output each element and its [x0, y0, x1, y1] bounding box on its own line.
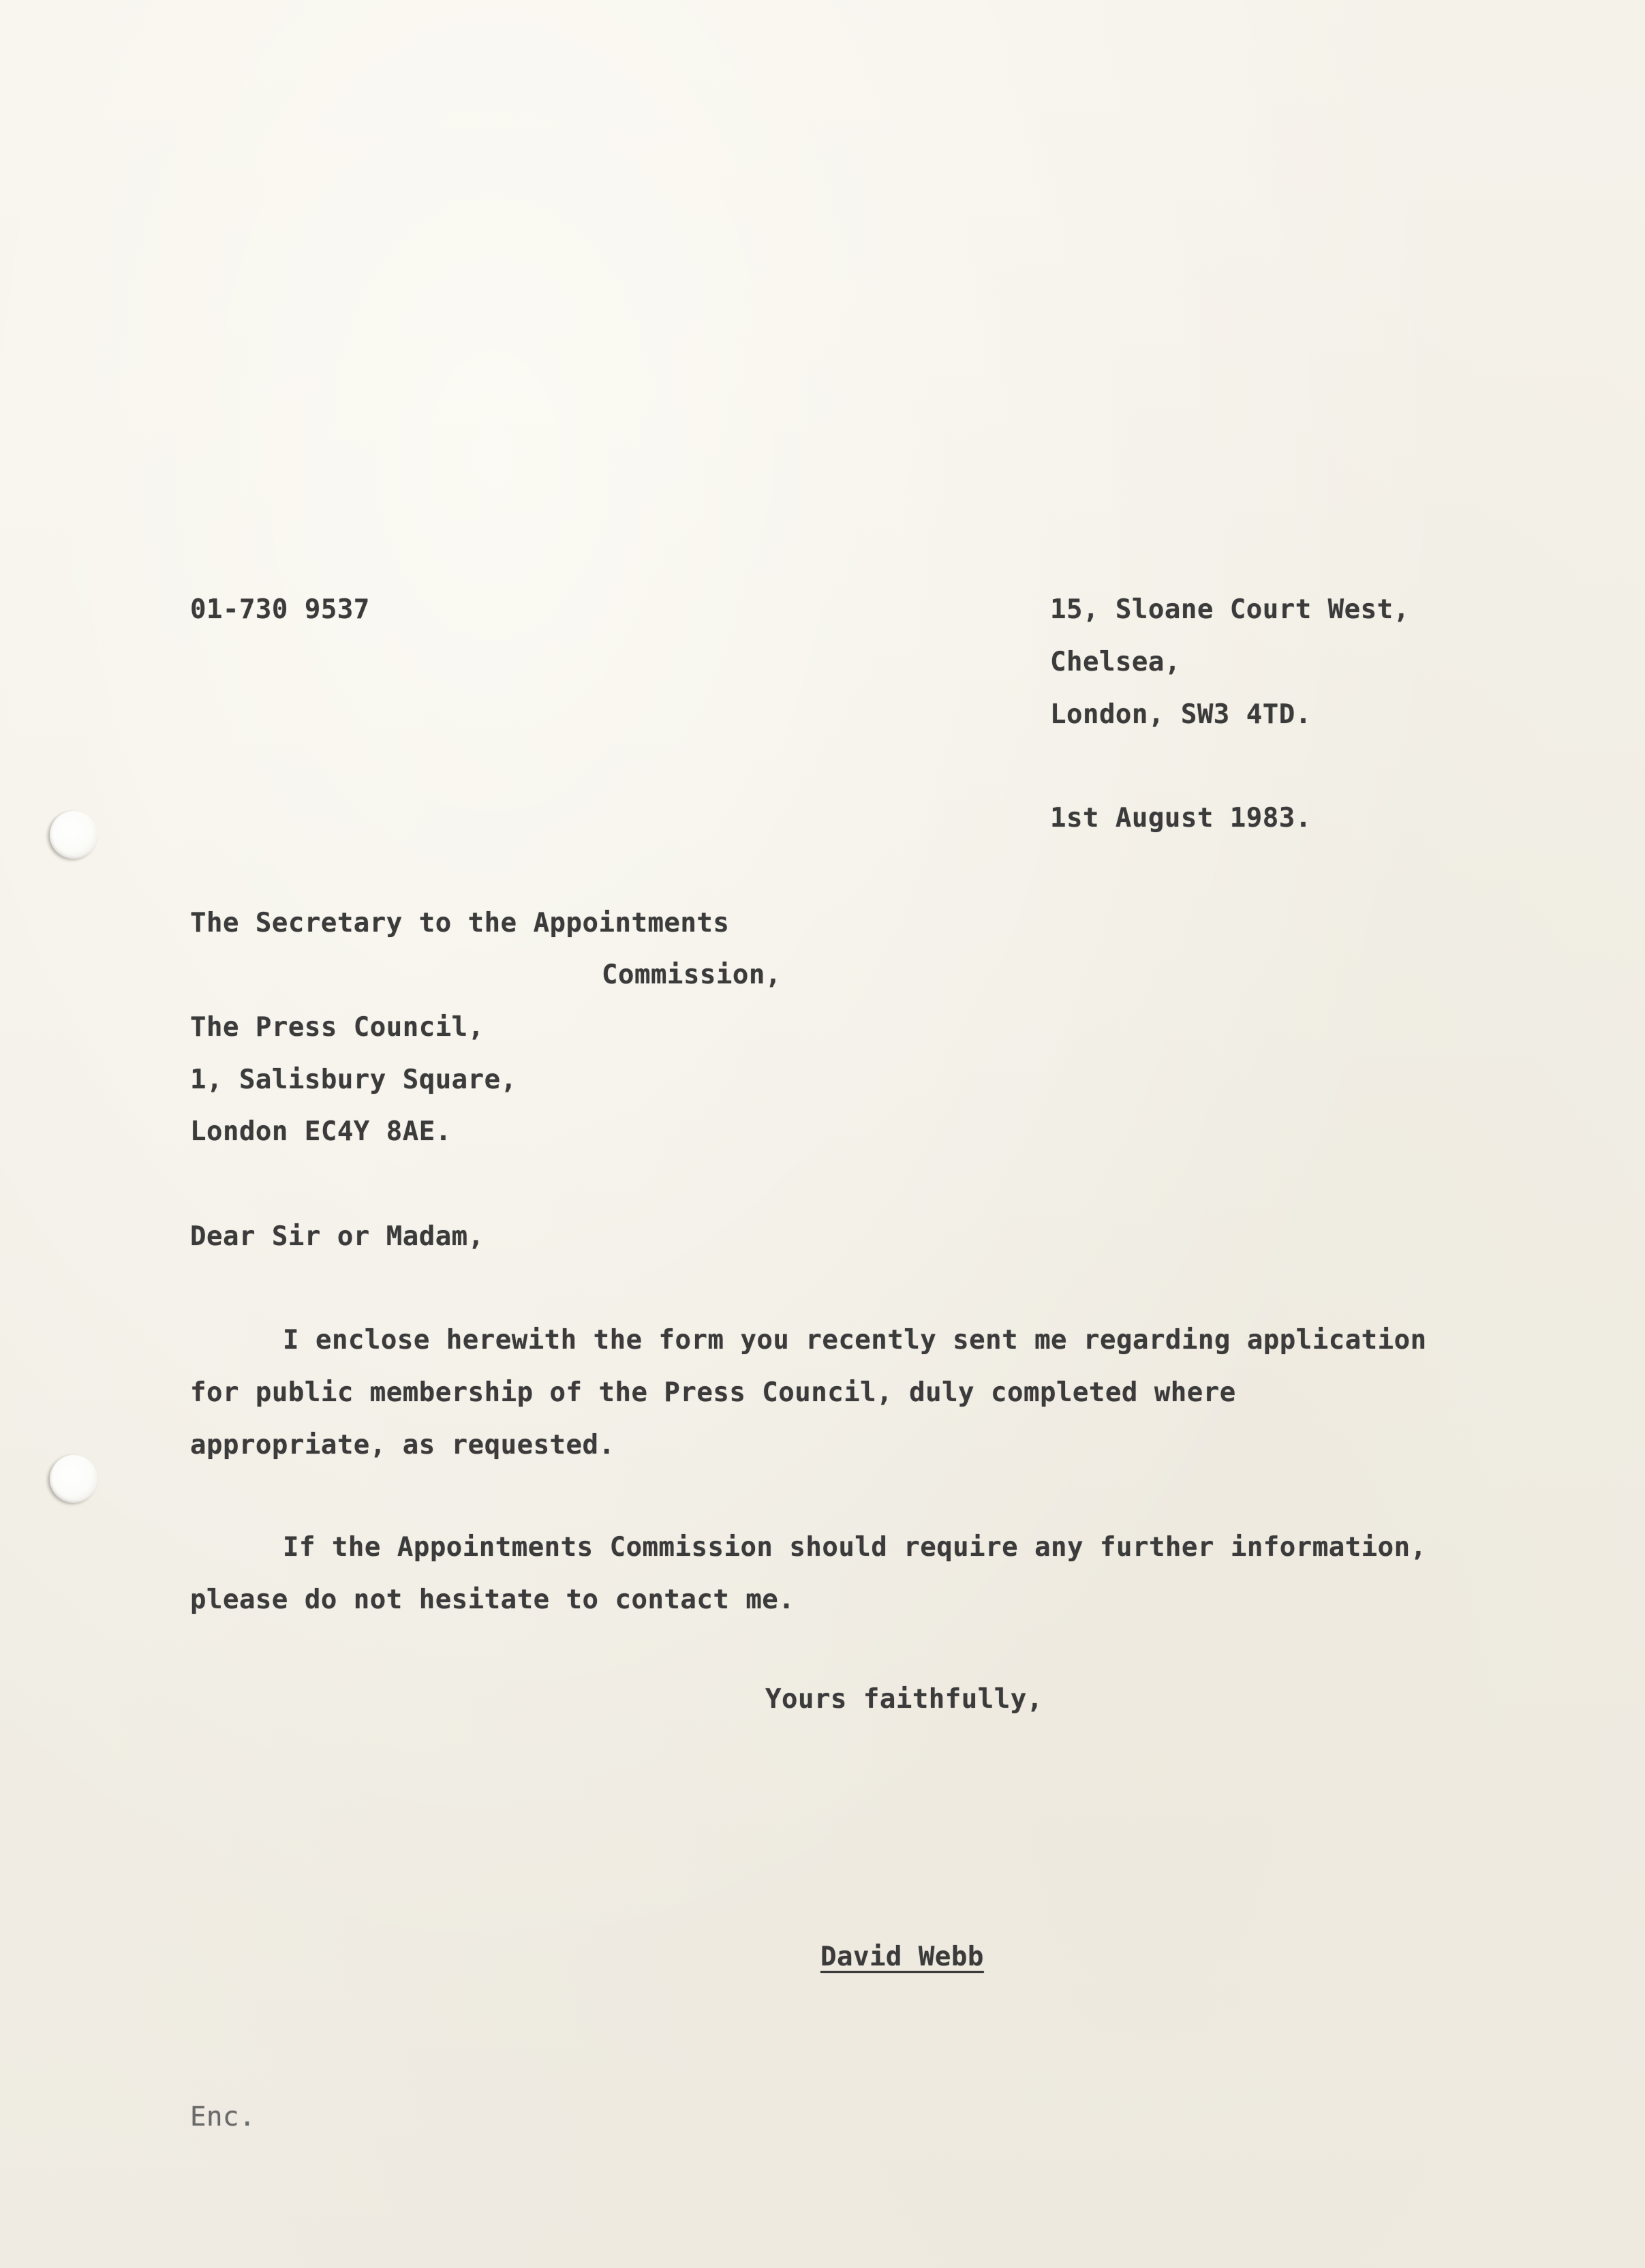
- sender-address-line: Chelsea,: [1050, 647, 1181, 677]
- signature-name: David Webb: [820, 1942, 984, 1972]
- punch-hole-bottom: [50, 1455, 97, 1503]
- paragraph-line: appropriate, as requested.: [190, 1430, 615, 1460]
- paragraph-line: for public membership of the Press Council, duly completed where: [190, 1377, 1236, 1408]
- paragraph-line: please do not hesitate to contact me.: [190, 1584, 795, 1615]
- closing: Yours faithfully,: [765, 1684, 1043, 1715]
- sender-address-line: London, SW3 4TD.: [1050, 699, 1312, 730]
- punch-hole-top: [50, 811, 97, 859]
- recipient-line: London EC4Y 8AE.: [190, 1116, 452, 1147]
- recipient-line: Commission,: [602, 960, 782, 990]
- recipient-line: The Press Council,: [190, 1012, 485, 1043]
- recipient-line: The Secretary to the Appointments: [190, 908, 730, 938]
- recipient-line: 1, Salisbury Square,: [190, 1064, 517, 1095]
- enclosure-note: Enc.: [190, 2102, 256, 2132]
- paragraph-line: If the Appointments Commission should require any further information,: [283, 1532, 1427, 1563]
- letter-date: 1st August 1983.: [1050, 803, 1312, 833]
- phone-number: 01-730 9537: [190, 594, 370, 625]
- salutation: Dear Sir or Madam,: [190, 1221, 485, 1252]
- paragraph-line: I enclose herewith the form you recently sent me regarding application: [283, 1325, 1427, 1355]
- sender-address-line: 15, Sloane Court West,: [1050, 594, 1410, 625]
